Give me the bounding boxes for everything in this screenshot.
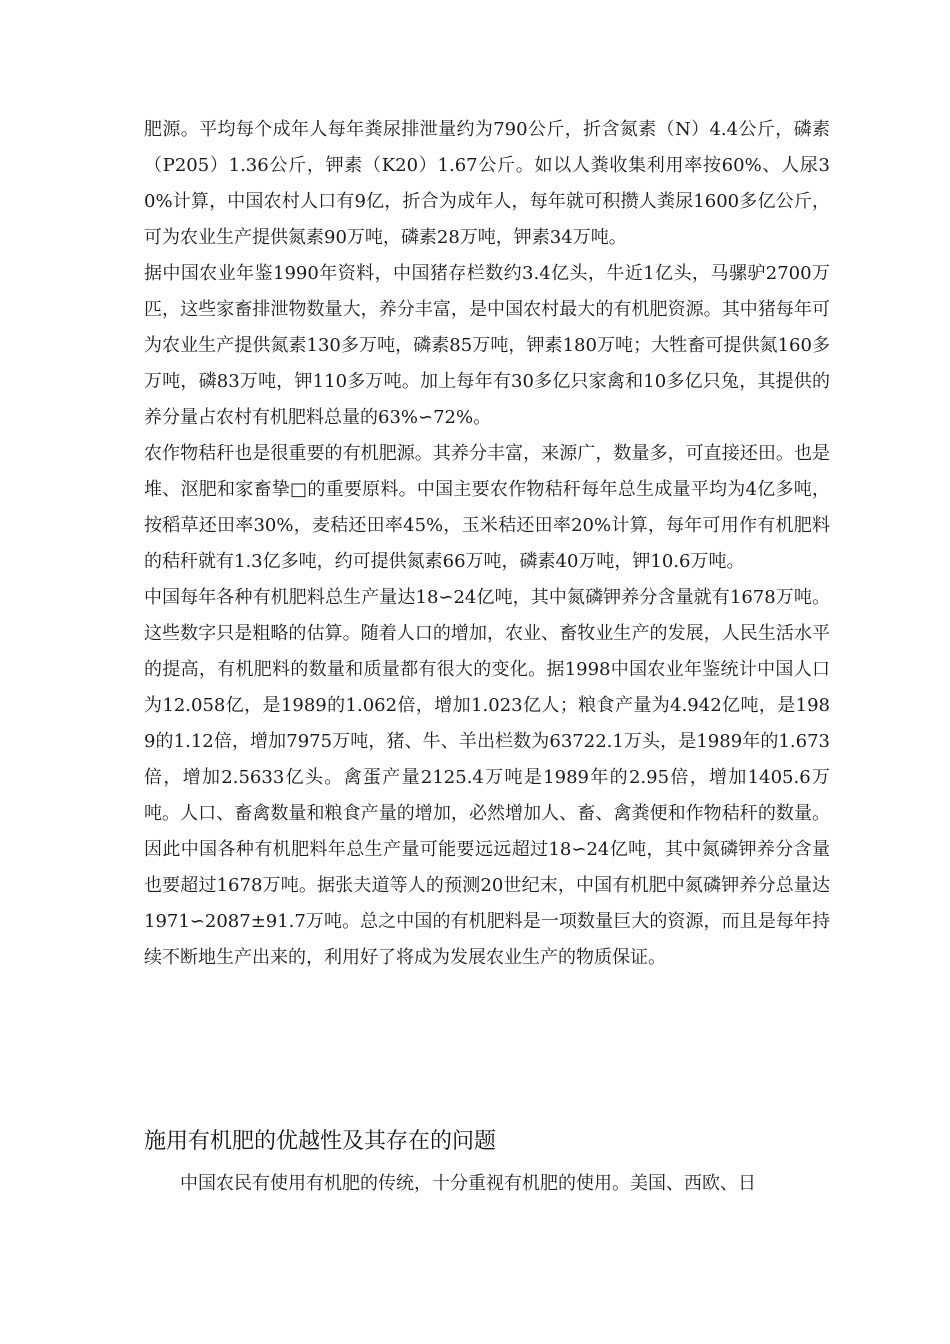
paragraph-livestock-manure: 据中国农业年鉴1990年资料，中国猪存栏数约3.4亿头，牛近1亿头，马骡驴2700万匹，这些家畜排泄物数量大，养分丰富，是中国农村最大的有机肥资源。其中猪每年可为农业生产提供氮素130多万吨，磷素85万吨，钾素180万吨；大牲畜可提供氮160多万吨，磷83万吨，钾110多万吨。加上每年有30多亿只家禽和10多亿只兔，其提供的养分量占农村有机肥料总量的63%∽72%。 bbox=[144, 263, 830, 428]
body-text bbox=[144, 112, 830, 976]
section-intro-paragraph: 中国农民有使用有机肥的传统，十分重视有机肥的使用。美国、西欧、日 bbox=[180, 1173, 756, 1194]
paragraph-crop-straw: 农作物秸秆也是很重要的有机肥源。其养分丰富，来源广，数量多，可直接还田。也是堆、沤肥和家畜挚□的重要原料。中国主要农作物秸秆每年总生成量平均为4亿多吨，按稻草还田率30%，麦秸还田率45%，玉米秸还田率20%计算，每年可用作有机肥料的秸秆就有1.3亿多吨，约可提供氮素66万吨，磷素40万吨，钾10.6万吨。 bbox=[144, 443, 830, 572]
paragraph-total-production: 中国每年各种有机肥料总生产量达18∽24亿吨，其中氮磷钾养分含量就有1678万吨。这些数字只是粗略的估算。随着人口的增加，农业、畜牧业生产的发展，人民生活水平的提高，有机肥料的数量和质量都有很大的变化。据1998中国农业年鉴统计中国人口为12.058亿，是1989的1.062倍，增加1.023亿人；粮食产量为4.942亿吨，是1989的1.12倍，增加7975万吨，猪、牛、羊出栏数为63722.1万头，是1989年的1.673倍，增加2.5633亿头。禽蛋产量2125.4万吨是1989年的2.95倍，增加1405.6万吨。人口、畜禽数量和粮食产量的增加，必然增加人、畜、禽粪便和作物秸秆的数量。因此中国各种有机肥料年总生产量可能要远远超过18∽24亿吨，其中氮磷钾养分含量也要超过1678万吨。据张夫道等人的预测20世纪末，中国有机肥中氮磷钾养分总量达1971∽2087±91.7万吨。总之中国的有机肥料是一项数量巨大的资源，而且是每年持续不断地生产出来的，利用好了将成为发展农业生产的物质保证。 bbox=[144, 587, 830, 968]
paragraph-human-manure: 肥源。平均每个成年人每年粪尿排泄量约为790公斤，折含氮素（N）4.4公斤，磷素（P205）1.36公斤，钾素（K20）1.67公斤。如以人粪收集利用率按60%、人尿30%计算，中国农村人口有9亿，折合为成年人，每年就可积攒人粪尿1600多亿公斤，可为农业生产提供氮素90万吨，磷素28万吨，钾素34万吨。 bbox=[144, 119, 830, 248]
section-heading: 施用有机肥的优越性及其存在的问题 bbox=[144, 1129, 497, 1154]
